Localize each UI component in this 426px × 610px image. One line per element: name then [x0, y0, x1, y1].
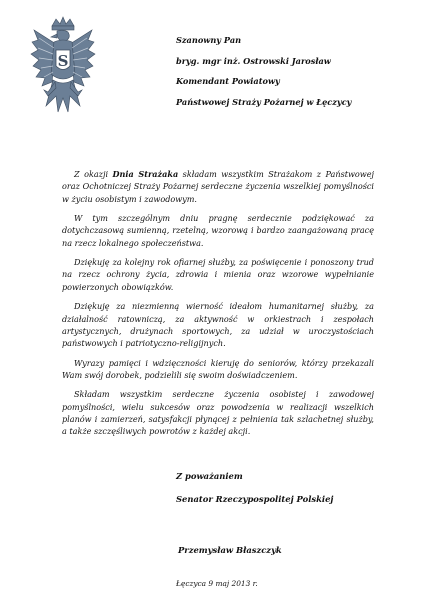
letter-body: [62, 168, 374, 445]
addressee-position: Komendant Powiatowy: [176, 76, 280, 86]
addressee-block: [176, 36, 351, 118]
signatory-name: Przemysław Błaszczyk: [178, 545, 282, 555]
greetings-rest-text: składam wszystkim Strażakom z Państwowej oraz Ochotniczej Straży Pożarnej serdeczne życzenia wszelkiej pomyślności w życiu osobistym i zawodowym.: [62, 169, 375, 204]
fire-day-name: Dnia Strażaka: [112, 169, 179, 179]
closing-regards: Z poważaniem: [176, 471, 243, 481]
paragraph-thanks-work: W tym szczególnym dniu pragnę serdecznie podziękować za dotychczasową sumienną, rzetelną, wzorową i bardzo zaangażowaną pracę na rzecz lokalnego społeczeństwa.: [62, 213, 374, 248]
addressee-institution: Państwowej Straży Pożarnej w Łęczycy: [176, 96, 352, 107]
paragraph-seniors: Wyrazy pamięci i wdzięczności kieruję do seniorów, którzy przekazali Wam swój dorobek, podzielili się swoim doświadczeniem.: [62, 357, 374, 380]
sender-title: Senator Rzeczypospolitej Polskiej: [176, 494, 334, 504]
addressee-salutation: Szanowny Pan: [176, 35, 242, 45]
fire-service-eagle-emblem-icon: [30, 16, 96, 132]
paragraph-greetings: [62, 168, 374, 205]
paragraph-thanks-ideals: Dziękuję za niezmienną wierność ideałom humanitarnej służby, za działalność ratowniczą, za aktywność w orkiestrach i zespołach artystycznych, drużynach sportowych, za udział w uroczystościach państwowych i patriotyczno-religijnych.: [62, 301, 374, 349]
place-and-date: Łęczyca 9 maj 2013 r.: [176, 579, 258, 588]
addressee-name: bryg. mgr inż. Ostrowski Jarosław: [176, 55, 331, 66]
svg-text:S: S: [57, 52, 69, 70]
greetings-lead-text: Z okazji: [74, 169, 113, 179]
paragraph-wishes: Składam wszystkim serdeczne życzenia osobistej i zawodowej pomyślności, wielu sukcesów oraz powodzenia w realizacji wszelkich planów i zamierzeń, satysfakcji płynącej z pełnienia tak szlachetnej służby, a także szczęśliwych powrotów z każdej akcji.: [62, 389, 374, 437]
paragraph-thanks-service: Dziękuję za kolejny rok ofiarnej służby, za poświęcenie i ponoszony trud na rzecz ochrony życia, zdrowia i mienia oraz wzorowe wypełnianie powierzonych obowiązków.: [62, 257, 374, 292]
